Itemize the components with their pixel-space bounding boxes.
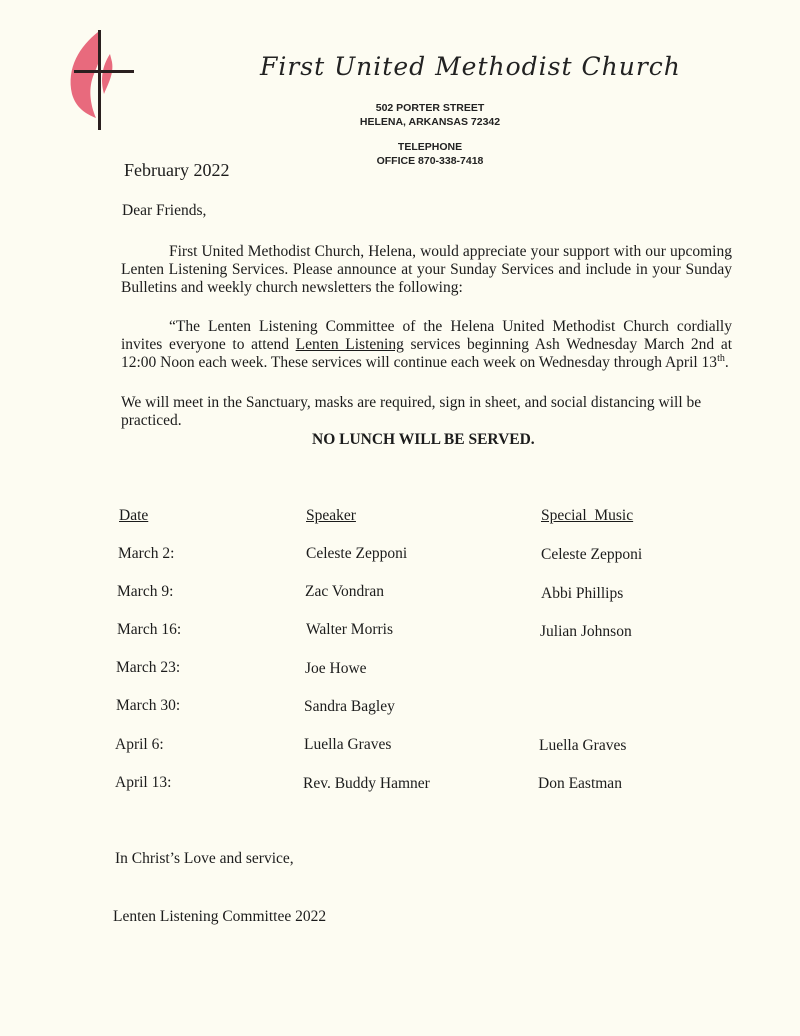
phone-label: TELEPHONE — [397, 141, 463, 153]
row-speaker: Celeste Zepponi — [306, 545, 408, 562]
row-speaker: Zac Vondran — [305, 583, 385, 600]
row-speaker: Joe Howe — [305, 660, 367, 677]
row-date: April 13: — [115, 774, 172, 791]
row-date: March 30: — [116, 697, 181, 714]
column-header-date: Date — [119, 507, 149, 524]
closing-line: In Christ’s Love and service, — [115, 850, 294, 867]
no-lunch-notice: NO LUNCH WILL BE SERVED. — [312, 431, 535, 448]
row-speaker: Luella Graves — [304, 736, 392, 753]
salutation: Dear Friends, — [122, 202, 207, 219]
announcement-text-b: services beginning Ash Wednesday March 2nd at 12:00 Noon each week. These services will continue each week on Wednesday through April 13 — [121, 336, 733, 371]
church-name: First United Methodist Church — [260, 52, 681, 81]
announcement-end: . — [724, 354, 729, 371]
row-music: Luella Graves — [539, 737, 627, 754]
row-music: Julian Johnson — [540, 623, 632, 640]
row-music: Don Eastman — [538, 775, 622, 792]
row-date: March 2: — [118, 545, 175, 562]
row-speaker: Rev. Buddy Hamner — [303, 775, 430, 792]
announcement-text-a: “The Lenten Listening Committee of the Helena United Methodist Church cordially invites everyone to attend — [121, 318, 732, 353]
notice-paragraph: We will meet in the Sanctuary, masks are required, sign in sheet, and social distancing will be practiced. — [121, 394, 702, 429]
row-music: Celeste Zepponi — [541, 546, 643, 563]
ordinal-suffix: th — [717, 352, 725, 364]
announcement-paragraph — [121, 318, 732, 372]
letter-date: February 2022 — [124, 160, 230, 180]
row-speaker: Sandra Bagley — [304, 698, 395, 715]
column-header-speaker: Speaker — [306, 507, 356, 524]
cross-and-flame-icon — [60, 24, 140, 134]
row-speaker: Walter Morris — [306, 621, 393, 638]
intro-paragraph: First United Methodist Church, Helena, would appreciate your support with our upcoming Lenten Listening Services. Please announce at your Sunday Services and include in your Sunday Bulletins and weekly church newsletters the following: — [121, 243, 732, 296]
city-state: HELENA, ARKANSAS 72342 — [359, 116, 501, 128]
row-date: March 23: — [116, 659, 181, 676]
column-header-music: Special Music — [541, 507, 634, 524]
signature-line: Lenten Listening Committee 2022 — [113, 908, 327, 925]
row-date: March 9: — [117, 583, 174, 600]
row-date: March 16: — [117, 621, 182, 638]
phone-number: OFFICE 870-338-7418 — [376, 155, 484, 167]
row-music: Abbi Phillips — [541, 585, 624, 602]
street-address: 502 PORTER STREET — [375, 102, 485, 114]
row-date: April 6: — [115, 736, 164, 753]
lenten-listening-underlined: Lenten Listening — [295, 336, 404, 353]
